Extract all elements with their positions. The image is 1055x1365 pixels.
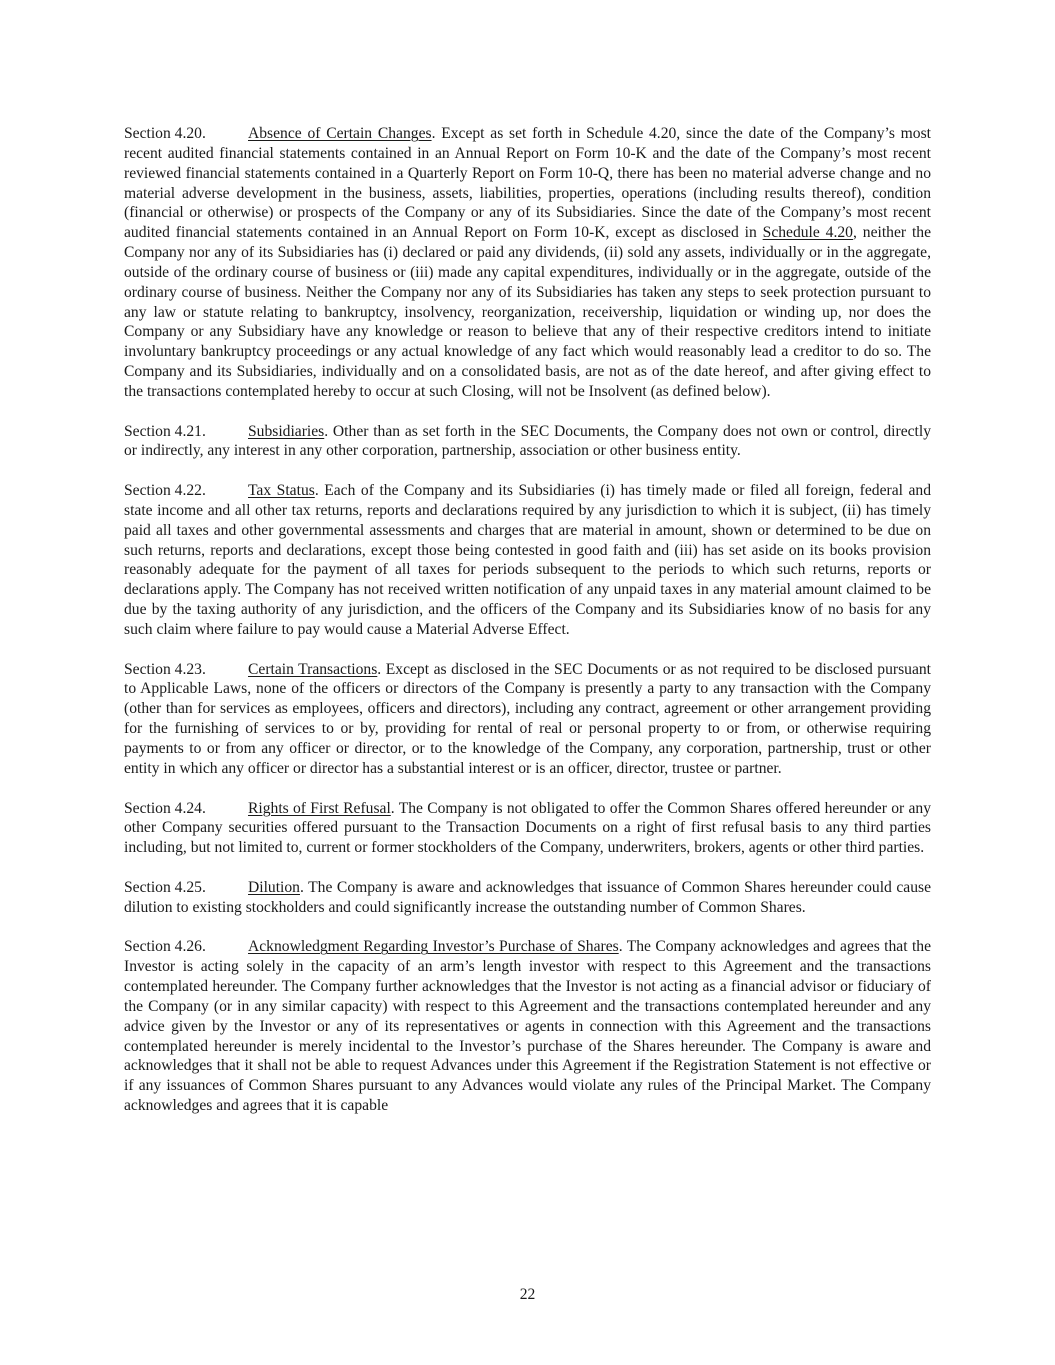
section-text: , neither the Company nor any of its Subsidiaries has (i) declared or paid any dividends, (ii) sold any assets, individually or in the aggregate, outside of the ordinary course of business or (iii) made any capital expenditures, individually or in the aggregate, outside of the ordinary course of business. Neither the Company nor any of its Subsidiaries has taken any steps to seek protection pursuant to any law or statute relating to bankruptcy, insolvency, reorganization, receivership, liquidation or winding up, nor does the Company or any Subsidiary have any knowledge or reason to believe that any of their respective creditors intend to initiate involuntary bankruptcy proceedings or any actual knowledge of any fact which would reasonably lead a creditor to do so. The Company and its Subsidiaries, individually and on a consolidated basis, are not as of the date hereof, and after giving effect to the transactions contemplated hereby to occur at such Closing, will not be Insolvent (as defined below).: [124, 224, 931, 400]
section-heading: Dilution: [248, 878, 300, 896]
section-4-26: [124, 937, 931, 1116]
section-text: . The Company acknowledges and agrees that the Investor is acting solely in the capacity of an arm’s length investor with respect to this Agreement and the transactions contemplated hereunder. The Company further acknowledges that the Investor is not acting as a financial advisor or fiduciary of the Company (or in any similar capacity) with respect to this Agreement and the transactions contemplated hereunder and any advice given by the Investor or any of its representatives or agents in connection with this Agreement and the transactions contemplated hereunder is merely incidental to the Investor’s purchase of the Shares hereunder. The Company is aware and acknowledges that it shall not be able to request Advances under this Agreement if the Registration Statement is not effective or if any issuances of Common Shares pursuant to any Advances would violate any rules of the Principal Market. The Company acknowledges and agrees that it is capable: [124, 938, 931, 1115]
section-text: . The Company is aware and acknowledges that issuance of Common Shares hereunder could cause dilution to existing stockholders and could significantly increase the outstanding number of Common Shares.: [124, 878, 931, 916]
section-heading: Certain Transactions: [248, 660, 378, 678]
section-number: Section 4.22.: [124, 482, 206, 500]
section-heading: Acknowledgment Regarding Investor’s Purchase of Shares: [248, 938, 619, 956]
section-4-24: [124, 799, 931, 859]
schedule-reference: Schedule 4.20: [762, 224, 853, 242]
section-text: . Each of the Company and its Subsidiaries (i) has timely made or filed all foreign, federal and state income and all other tax returns, reports and declarations required by any jurisdiction to which it is subject, (ii) has timely paid all taxes and other governmental assessments and charges that are material in amount, shown or determined to be due on such returns, reports and declarations, except those being contested in good faith and (iii) has set aside on its books provision reasonably adequate for the payment of all taxes for periods subsequent to the periods to which such returns, reports or declarations apply. The Company has not received written notification of any unpaid taxes in any material amount claimed to be due by the taxing authority of any jurisdiction, and the officers of the Company and its Subsidiaries know of no basis for any such claim where failure to pay would cause a Material Adverse Effect.: [124, 482, 931, 638]
section-heading: Tax Status: [248, 482, 315, 500]
section-number: Section 4.25.: [124, 878, 206, 896]
document-page: [124, 124, 931, 1136]
section-number: Section 4.26.: [124, 938, 206, 956]
section-number: Section 4.21.: [124, 422, 206, 440]
section-4-20: [124, 124, 931, 402]
section-text: . Except as disclosed in the SEC Documents or as not required to be disclosed pursuant to Applicable Laws, none of the officers or directors of the Company is presently a party to any transaction with the Company (other than for services as employees, officers and directors), including any contract, agreement or other arrangement providing for the furnishing of services to or by, providing for rental of real or personal property to or from, or otherwise requiring payments to or from any officer or director, or to the knowledge of the Company, any corporation, partnership, trust or other entity in which any officer or director has a substantial interest or is an officer, director, trustee or partner.: [124, 660, 931, 777]
section-number: Section 4.24.: [124, 799, 206, 817]
section-4-21: [124, 422, 931, 462]
section-heading: Absence of Certain Changes: [248, 125, 432, 142]
section-text: . The Company is not obligated to offer the Common Shares offered hereunder or any other Company securities offered pursuant to the Transaction Documents on a right of first refusal basis to any third parties including, but not limited to, current or former stockholders of the Company, underwriters, brokers, agents or other third parties.: [124, 799, 931, 857]
section-heading: Rights of First Refusal: [248, 799, 391, 817]
section-text: . Except as set forth in Schedule 4.20, since the date of the Company’s most recent audited financial statements contained in an Annual Report on Form 10-K and the date of the Company’s most recent reviewed financial statements contained in a Quarterly Report on Form 10-Q, there has been no material adverse change and no material adverse development in the business, assets, liabilities, properties, operations (including results thereof), condition (financial or otherwise) or prospects of the Company or any of its Subsidiaries. Since the date of the Company’s most recent audited financial statements contained in an Annual Report on Form 10-K, except as disclosed in: [124, 125, 931, 242]
section-text: . Other than as set forth in the SEC Documents, the Company does not own or control, directly or indirectly, any interest in any other corporation, partnership, association or other business entity.: [124, 422, 931, 460]
section-number: Section 4.23.: [124, 660, 206, 678]
page-number: 22: [519, 1286, 536, 1303]
section-heading: Subsidiaries: [248, 422, 325, 440]
section-number: Section 4.20.: [124, 125, 206, 142]
section-4-22: [124, 481, 931, 640]
section-4-25: [124, 878, 931, 918]
section-4-23: [124, 660, 931, 779]
